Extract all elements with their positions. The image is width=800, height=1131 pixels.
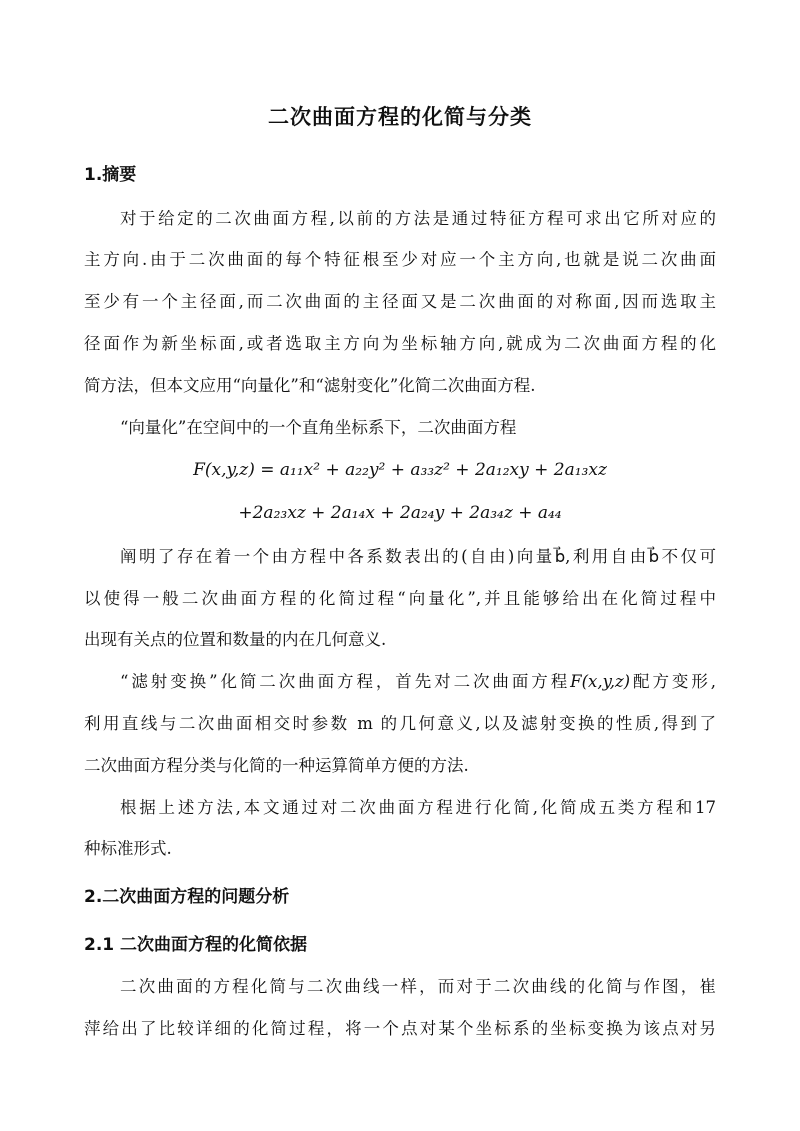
paragraph-line: 主方向.由于二次曲面的每个特征根至少对应一个主方向,也就是说二次曲面 xyxy=(84,250,716,269)
paragraph-line: 简方法，但本文应用“向量化”和“滤射变化”化简二次曲面方程. xyxy=(84,376,536,395)
paragraph-line: 出现有关点的位置和数量的内在几何意义. xyxy=(84,630,387,649)
paragraph-line: 种标准形式. xyxy=(84,839,172,858)
paragraph-line: 利用直线与二次曲面相交时参数 m 的几何意义,以及滤射变换的性质,得到了 xyxy=(84,714,716,733)
subsection-heading: 2.1 二次曲面方程的化简依据 xyxy=(84,935,308,955)
paragraph-line: 至少有一个主径面,而二次曲面的主径面又是二次曲面的对称面,因而选取主 xyxy=(84,292,716,311)
paragraph-line: 萍给出了比较详细的化简过程，将一个点对某个坐标系的坐标变换为该点对另 xyxy=(84,1019,716,1038)
paragraph-line: 径面作为新坐标面,或者选取主方向为坐标轴方向,就成为二次曲面方程的化 xyxy=(84,334,716,353)
paragraph-line: 对于给定的二次曲面方程,以前的方法是通过特征方程可求出它所对应的 xyxy=(120,209,716,228)
section-heading-analysis: 2.二次曲面方程的问题分析 xyxy=(84,887,290,907)
inline-formula: F(x,y,z) xyxy=(570,672,631,691)
paragraph-text: 配方变形, xyxy=(630,672,716,691)
section-heading-abstract: 1.摘要 xyxy=(84,165,137,185)
paragraph-line: 以使得一般二次曲面方程的化简过程“向量化”,并且能够给出在化简过程中 xyxy=(84,589,716,608)
paragraph-line: 二次曲面方程分类与化简的一种运算简单方便的方法. xyxy=(84,756,469,775)
paragraph-line xyxy=(120,671,716,693)
paragraph-line: 二次曲面的方程化简与二次曲线一样，而对于二次曲线的化简与作图，崔 xyxy=(120,977,716,996)
paragraph-text: “滤射变换”化简二次曲面方程，首先对二次曲面方程 xyxy=(120,672,571,691)
paragraph-line: 根据上述方法,本文通过对二次曲面方程进行化简,化简成五类方程和17 xyxy=(120,798,716,817)
document-title: 二次曲面方程的化简与分类 xyxy=(268,105,532,129)
formula-line-2: +2a₂₃xz + 2a₁₄x + 2a₂₄y + 2a₃₄z + a₄₄ xyxy=(238,503,562,523)
paragraph-line: “向量化”在空间中的一个直角坐标系下，二次曲面方程 xyxy=(120,418,517,437)
paragraph-line: 阐明了存在着一个由方程中各系数表出的(自由)向量b⃗,利用自由b⃗不仅可 xyxy=(120,547,716,566)
formula-line-1: F(x,y,z) = a₁₁x² + a₂₂y² + a₃₃z² + 2a₁₂xy + 2a₁₃xz xyxy=(193,460,607,480)
